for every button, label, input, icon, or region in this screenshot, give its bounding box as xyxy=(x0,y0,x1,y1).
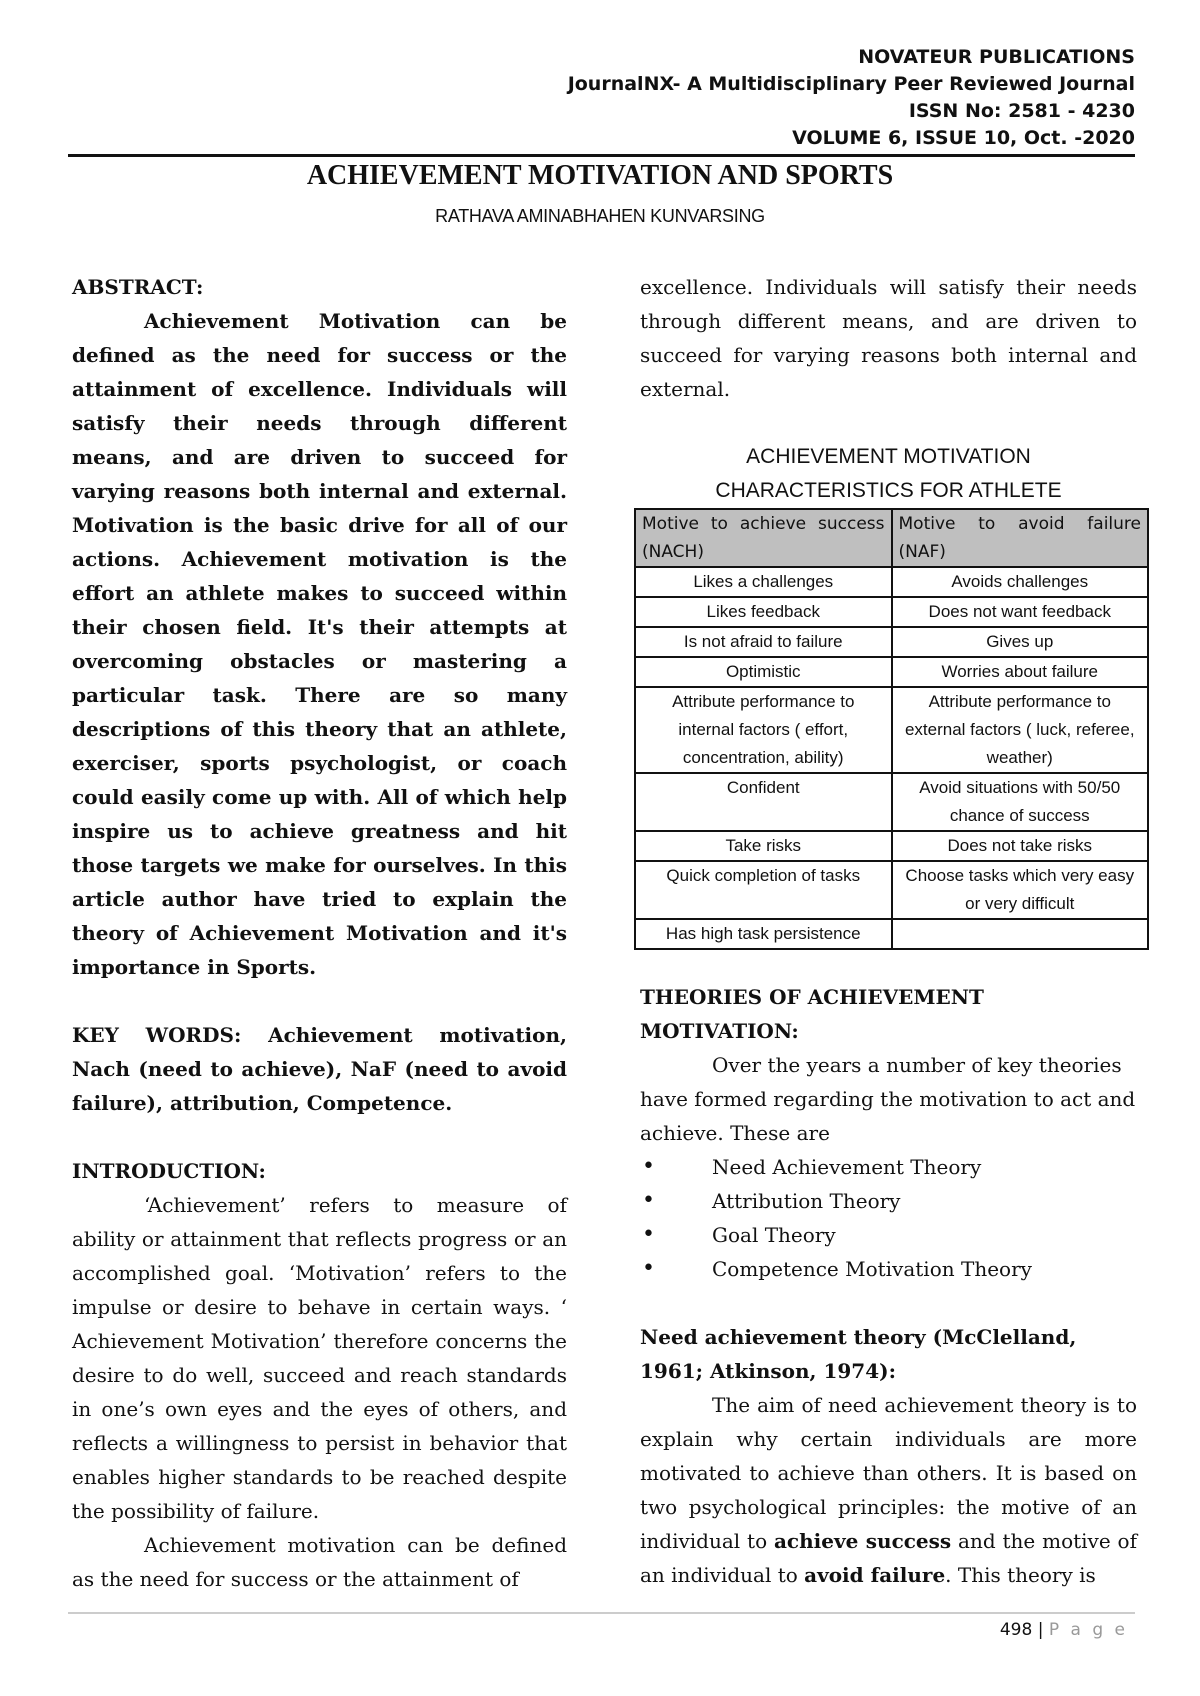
page-label: P a g e xyxy=(1048,1620,1128,1640)
theories-list xyxy=(640,1150,1137,1286)
table-caption: ACHIEVEMENT MOTIVATION CHARACTERISTICS FOR ATHLETE xyxy=(715,445,1062,502)
footer-rule xyxy=(68,1612,1135,1614)
table-cell: Quick completion of tasks xyxy=(635,861,892,919)
theory-list-item: • Competence Motivation Theory xyxy=(640,1252,1137,1286)
introduction-paragraph-2: Achievement motivation can be defined as the need for success or the attainment of xyxy=(72,1533,567,1591)
volume-issue: VOLUME 6, ISSUE 10, Oct. -2020 xyxy=(792,127,1135,149)
abstract-text: Achievement Motivation can be defined as the need for success or the attainment of excellence. Individuals will satisfy their needs through different means, and are driven to succeed for varying reasons both internal and external. Motivation is the basic drive for all of our actions. Achievement motivation is the effort an athlete makes to succeed within their chosen field. It's their attempts at overcoming obstacles or mastering a particular task. There are so many descriptions of this theory that an athlete, exerciser, sports psychologist, or coach could easily come up with. All of which help inspire us to achieve greatness and hit those targets we make for ourselves. In this article author have tried to explain the theory of Achievement Motivation and it's importance in Sports. xyxy=(72,309,567,979)
characteristics-table xyxy=(634,508,1149,950)
paper-author: RATHAVA AMINABHAHEN KUNVARSING xyxy=(435,206,765,226)
table-cell: Choose tasks which very easy or very difficult xyxy=(892,861,1149,919)
table-cell: Attribute performance to external factors ( luck, referee, weather) xyxy=(892,687,1149,773)
theory-list-item: • Need Achievement Theory xyxy=(640,1150,1137,1184)
introduction-paragraph-1: ‘Achievement’ refers to measure of ability or attainment that reflects progress or an accomplished goal. ‘Motivation’ refers to the impulse or desire to behave in certain ways. ‘ Achievement Motivation’ therefore concerns the desire to do well, succeed and reach standards in one’s own eyes and the eyes of others, and reflects a willingness to persist in behavior that enables higher standards to be reached despite the possibility of failure. xyxy=(72,1193,567,1523)
table-row xyxy=(635,919,1148,949)
table-cell: Confident xyxy=(635,773,892,831)
table-cell: Likes feedback xyxy=(635,597,892,627)
table-row xyxy=(635,657,1148,687)
table-cell: Avoid situations with 50/50 chance of success xyxy=(892,773,1149,831)
table-cell: Avoids challenges xyxy=(892,567,1149,597)
table-header-cell: Motive to avoid failure (NAF) xyxy=(892,509,1149,567)
footer-separator: | xyxy=(1037,1620,1044,1640)
issn: ISSN No: 2581 - 4230 xyxy=(908,100,1135,122)
table-cell: Does not want feedback xyxy=(892,597,1149,627)
introduction-heading: INTRODUCTION: xyxy=(72,1159,266,1183)
page-footer xyxy=(1000,1620,1128,1640)
publisher-name: NOVATEUR PUBLICATIONS xyxy=(858,46,1135,68)
table-row xyxy=(635,861,1148,919)
right-column xyxy=(640,270,1141,1592)
table-row xyxy=(635,773,1148,831)
theories-intro: Over the years a number of key theories have formed regarding the motivation to act and achieve. These are xyxy=(640,1053,1136,1145)
table-row xyxy=(635,627,1148,657)
table-header-row xyxy=(635,509,1148,567)
table-cell: Worries about failure xyxy=(892,657,1149,687)
table-row xyxy=(635,831,1148,861)
theories-heading: THEORIES OF ACHIEVEMENT MOTIVATION: xyxy=(640,985,984,1043)
theory-list-item: • Goal Theory xyxy=(640,1218,1137,1252)
theory-list-item: • Attribution Theory xyxy=(640,1184,1137,1218)
abstract-heading: ABSTRACT: xyxy=(72,275,204,299)
need-achievement-heading: Need achievement theory (McClelland, 1961; Atkinson, 1974): xyxy=(640,1325,1077,1383)
page-number: 498 xyxy=(999,1620,1033,1640)
left-column xyxy=(72,270,567,1596)
table-cell: Attribute performance to internal factors ( effort, concentration, ability) xyxy=(635,687,892,773)
table-cell: Gives up xyxy=(892,627,1149,657)
journal-header xyxy=(568,44,1135,152)
paper-title: ACHIEVEMENT MOTIVATION AND SPORTS xyxy=(306,160,894,191)
keywords: KEY WORDS: Achievement motivation, Nach (need to achieve), NaF (need to avoid failure), attribution, Competence. xyxy=(72,1023,567,1115)
table-cell: Optimistic xyxy=(635,657,892,687)
table-cell: Is not afraid to failure xyxy=(635,627,892,657)
continued-text: excellence. Individuals will satisfy their needs through different means, and are driven to succeed for varying reasons both internal and external. xyxy=(640,275,1137,401)
table-row xyxy=(635,597,1148,627)
table-row xyxy=(635,567,1148,597)
header-rule xyxy=(68,154,1135,157)
table-cell: Has high task persistence xyxy=(635,919,892,949)
table-header-cell: Motive to achieve success (NACH) xyxy=(635,509,892,567)
need-achievement-paragraph: The aim of need achievement theory is to explain why certain individuals are more motivated to achieve than others. It is based on two psychological principles: the motive of an individual to achieve success and the motive of an individual to avoid failure. This theory is xyxy=(640,1393,1137,1587)
journal-name: JournalNX- A Multidisciplinary Peer Reviewed Journal xyxy=(567,73,1135,95)
table-cell: Does not take risks xyxy=(892,831,1149,861)
table-cell xyxy=(892,919,1149,949)
table-cell: Likes a challenges xyxy=(635,567,892,597)
table-row xyxy=(635,687,1148,773)
table-cell: Take risks xyxy=(635,831,892,861)
